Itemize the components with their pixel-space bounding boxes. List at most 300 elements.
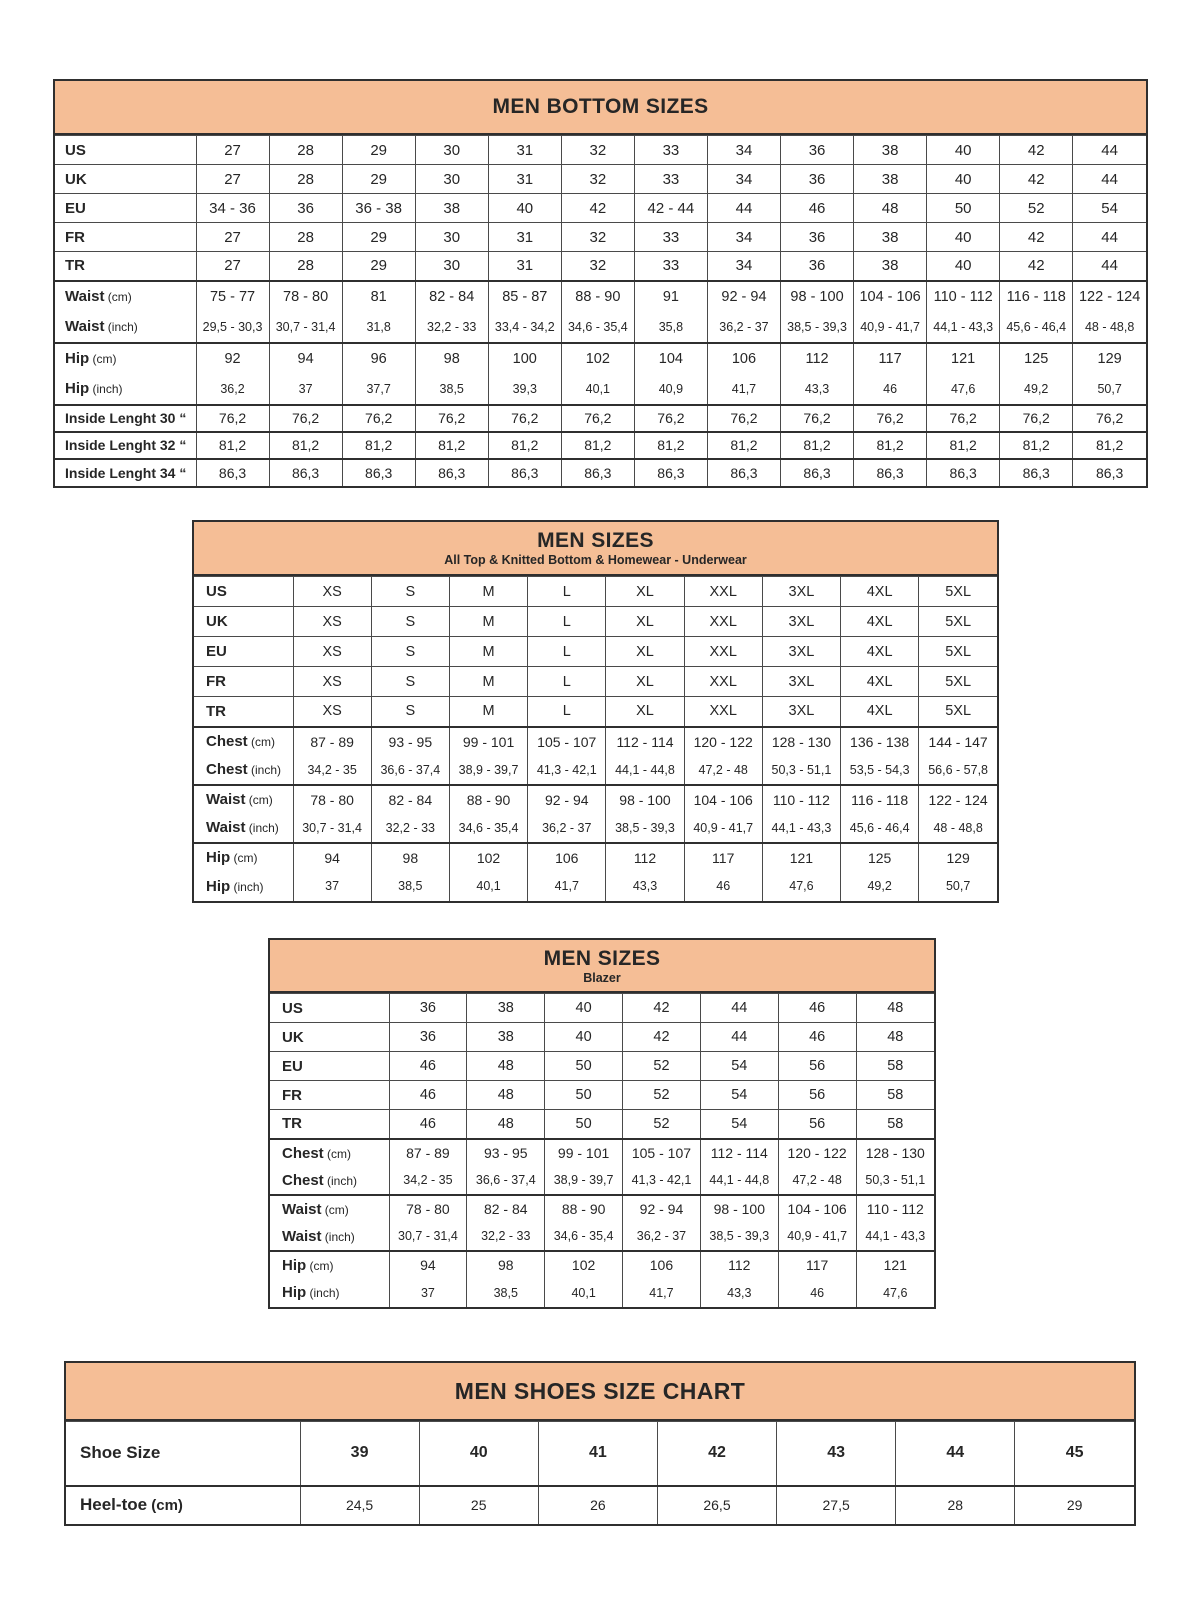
row-label: EU <box>270 1052 389 1081</box>
value-cell: 45,6 - 46,4 <box>1000 312 1073 343</box>
value-cell: 48 <box>854 194 927 223</box>
value-cell: 116 - 118 <box>841 785 919 814</box>
value-cell: 41,7 <box>707 374 780 405</box>
table-row <box>270 1251 934 1279</box>
value-cell: 78 - 80 <box>269 281 342 312</box>
value-cell: 99 - 101 <box>449 727 527 756</box>
value-cell: 25 <box>419 1486 538 1524</box>
value-cell: 46 <box>778 1279 856 1307</box>
row-label: US <box>55 136 196 165</box>
value-cell: 36,2 <box>196 374 269 405</box>
value-cell: 31 <box>488 165 561 194</box>
value-cell: 82 - 84 <box>371 785 449 814</box>
value-cell: XS <box>293 577 371 607</box>
value-cell: 56 <box>778 1110 856 1139</box>
value-cell: S <box>371 697 449 727</box>
value-cell: 75 - 77 <box>196 281 269 312</box>
value-cell: 54 <box>700 1052 778 1081</box>
value-cell: 81,2 <box>561 432 634 459</box>
value-cell: 91 <box>634 281 707 312</box>
value-cell: 42 <box>1000 252 1073 281</box>
table-row <box>194 814 997 843</box>
value-cell: 29 <box>342 252 415 281</box>
value-cell: 42 - 44 <box>634 194 707 223</box>
value-cell: 41 <box>538 1422 657 1486</box>
value-cell: 120 - 122 <box>684 727 762 756</box>
men-sizes-tops-header <box>194 522 997 576</box>
value-cell: 98 <box>467 1251 545 1279</box>
value-cell: 81,2 <box>634 432 707 459</box>
value-cell: 86,3 <box>196 459 269 486</box>
value-cell: 81,2 <box>927 432 1000 459</box>
value-cell: 30,7 - 31,4 <box>269 312 342 343</box>
table-row <box>55 432 1146 459</box>
value-cell: 112 <box>781 343 854 374</box>
table-row <box>194 607 997 637</box>
value-cell: 33 <box>634 165 707 194</box>
row-label: Waist (cm) <box>55 281 196 312</box>
value-cell: 44 <box>896 1422 1015 1486</box>
table-row <box>270 1223 934 1251</box>
value-cell: 86,3 <box>854 459 927 486</box>
value-cell: 44,1 - 44,8 <box>700 1167 778 1195</box>
value-cell: 56 <box>778 1052 856 1081</box>
value-cell: 105 - 107 <box>623 1139 701 1167</box>
row-label: Hip (cm) <box>55 343 196 374</box>
row-label: EU <box>194 637 293 667</box>
value-cell: 78 - 80 <box>293 785 371 814</box>
value-cell: 44 <box>707 194 780 223</box>
value-cell: 5XL <box>919 637 997 667</box>
value-cell: 38 <box>854 165 927 194</box>
men-sizes-blazer-table <box>268 938 936 1309</box>
table-row <box>270 1139 934 1167</box>
value-cell: 32 <box>561 252 634 281</box>
row-label: Shoe Size <box>66 1422 300 1486</box>
row-label: FR <box>55 223 196 252</box>
value-cell: 40,9 - 41,7 <box>778 1223 856 1251</box>
table-row <box>270 1167 934 1195</box>
value-cell: L <box>528 607 606 637</box>
value-cell: 4XL <box>841 697 919 727</box>
value-cell: 43,3 <box>606 872 684 901</box>
men-bottom-sizes-table <box>53 79 1148 488</box>
row-label: TR <box>55 252 196 281</box>
value-cell: 94 <box>269 343 342 374</box>
value-cell: XL <box>606 637 684 667</box>
value-cell: 44 <box>700 994 778 1023</box>
value-cell: XL <box>606 607 684 637</box>
table-row <box>194 667 997 697</box>
value-cell: 88 - 90 <box>561 281 634 312</box>
value-cell: 87 - 89 <box>389 1139 467 1167</box>
value-cell: XS <box>293 637 371 667</box>
value-cell: 32,2 - 33 <box>371 814 449 843</box>
value-cell: 117 <box>684 843 762 872</box>
value-cell: 40 <box>927 252 1000 281</box>
value-cell: 52 <box>623 1052 701 1081</box>
value-cell: 41,7 <box>528 872 606 901</box>
value-cell: 52 <box>623 1110 701 1139</box>
table-row <box>194 697 997 727</box>
value-cell: 98 <box>371 843 449 872</box>
value-cell: 44 <box>1073 165 1146 194</box>
value-cell: 48 - 48,8 <box>919 814 997 843</box>
table-row <box>55 312 1146 343</box>
row-label: Chest (cm) <box>270 1139 389 1167</box>
value-cell: 125 <box>841 843 919 872</box>
value-cell: 48 <box>856 1023 934 1052</box>
value-cell: L <box>528 637 606 667</box>
value-cell: 38,9 - 39,7 <box>545 1167 623 1195</box>
value-cell: 37 <box>293 872 371 901</box>
value-cell: 36 <box>781 252 854 281</box>
table-row <box>55 405 1146 432</box>
value-cell: 46 <box>781 194 854 223</box>
value-cell: 82 - 84 <box>415 281 488 312</box>
value-cell: 76,2 <box>1073 405 1146 432</box>
value-cell: 48 <box>467 1052 545 1081</box>
value-cell: 102 <box>561 343 634 374</box>
value-cell: 47,2 - 48 <box>684 756 762 785</box>
value-cell: 40,9 - 41,7 <box>684 814 762 843</box>
value-cell: 44 <box>700 1023 778 1052</box>
table-row <box>66 1422 1134 1486</box>
value-cell: 112 <box>700 1251 778 1279</box>
row-label: TR <box>194 697 293 727</box>
value-cell: 104 - 106 <box>854 281 927 312</box>
value-cell: 33 <box>634 252 707 281</box>
value-cell: 27 <box>196 165 269 194</box>
value-cell: 28 <box>269 165 342 194</box>
value-cell: 50 <box>545 1081 623 1110</box>
value-cell: 96 <box>342 343 415 374</box>
value-cell: 46 <box>389 1081 467 1110</box>
value-cell: 40 <box>545 994 623 1023</box>
table-row <box>55 374 1146 405</box>
value-cell: 42 <box>623 1023 701 1052</box>
value-cell: 50 <box>545 1052 623 1081</box>
value-cell: 128 - 130 <box>856 1139 934 1167</box>
row-label: Inside Lenght 34 “ <box>55 459 196 486</box>
value-cell: 40 <box>488 194 561 223</box>
value-cell: 44,1 - 43,3 <box>927 312 1000 343</box>
value-cell: 105 - 107 <box>528 727 606 756</box>
value-cell: XXL <box>684 667 762 697</box>
value-cell: 38 <box>854 136 927 165</box>
value-cell: 50,7 <box>1073 374 1146 405</box>
value-cell: 106 <box>707 343 780 374</box>
value-cell: XXL <box>684 637 762 667</box>
value-cell: 52 <box>1000 194 1073 223</box>
value-cell: 92 - 94 <box>528 785 606 814</box>
value-cell: 104 - 106 <box>684 785 762 814</box>
value-cell: 40,1 <box>449 872 527 901</box>
value-cell: XS <box>293 607 371 637</box>
row-label: Chest (inch) <box>206 761 282 778</box>
table-subtitle: Blazer <box>583 970 621 985</box>
value-cell: 40,9 - 41,7 <box>854 312 927 343</box>
value-cell: 3XL <box>762 637 840 667</box>
value-cell: 30,7 - 31,4 <box>293 814 371 843</box>
value-cell: 40,1 <box>545 1279 623 1307</box>
table-row <box>194 843 997 872</box>
value-cell: 36,6 - 37,4 <box>467 1167 545 1195</box>
value-cell: 86,3 <box>488 459 561 486</box>
table-row <box>270 1110 934 1139</box>
value-cell: 46 <box>389 1052 467 1081</box>
value-cell: 81,2 <box>342 432 415 459</box>
value-cell: XS <box>293 667 371 697</box>
value-cell: 112 <box>606 843 684 872</box>
value-cell: 81,2 <box>488 432 561 459</box>
value-cell: 38,5 - 39,3 <box>606 814 684 843</box>
value-cell: 81,2 <box>707 432 780 459</box>
value-cell: 42 <box>623 994 701 1023</box>
value-cell: 81,2 <box>269 432 342 459</box>
value-cell: 86,3 <box>269 459 342 486</box>
table-row <box>194 756 997 785</box>
row-label: Hip (inch) <box>206 877 264 895</box>
value-cell: 76,2 <box>269 405 342 432</box>
value-cell: 48 <box>856 994 934 1023</box>
value-cell: 31 <box>488 136 561 165</box>
value-cell: 94 <box>293 843 371 872</box>
value-cell: 36,6 - 37,4 <box>371 756 449 785</box>
value-cell: 36,2 - 37 <box>623 1223 701 1251</box>
value-cell: 117 <box>854 343 927 374</box>
value-cell: M <box>449 697 527 727</box>
table-row <box>55 165 1146 194</box>
value-cell: 32,2 - 33 <box>415 312 488 343</box>
value-cell: 87 - 89 <box>293 727 371 756</box>
value-cell: 37 <box>269 374 342 405</box>
value-cell: 76,2 <box>561 405 634 432</box>
value-cell: XL <box>606 667 684 697</box>
value-cell: 81,2 <box>854 432 927 459</box>
value-cell: 4XL <box>841 607 919 637</box>
row-label: US <box>194 577 293 607</box>
value-cell: 82 - 84 <box>467 1195 545 1223</box>
value-cell: 117 <box>778 1251 856 1279</box>
men-shoes-size-chart-header <box>66 1363 1134 1421</box>
value-cell: 26,5 <box>657 1486 776 1524</box>
value-cell: 46 <box>778 994 856 1023</box>
value-cell: 76,2 <box>634 405 707 432</box>
value-cell: 85 - 87 <box>488 281 561 312</box>
value-cell: 88 - 90 <box>545 1195 623 1223</box>
value-cell: XS <box>293 697 371 727</box>
value-cell: 106 <box>528 843 606 872</box>
value-cell: 5XL <box>919 607 997 637</box>
value-cell: XL <box>606 577 684 607</box>
men-bottom-sizes-grid <box>55 135 1146 486</box>
value-cell: M <box>449 607 527 637</box>
men-shoes-size-chart-grid <box>66 1421 1134 1524</box>
value-cell: 40,9 <box>634 374 707 405</box>
row-label: Chest (inch) <box>282 1171 358 1189</box>
value-cell: 38 <box>467 1023 545 1052</box>
value-cell: 26 <box>538 1486 657 1524</box>
value-cell: 112 - 114 <box>700 1139 778 1167</box>
value-cell: 98 <box>415 343 488 374</box>
value-cell: 34,2 - 35 <box>389 1167 467 1195</box>
value-cell: 29,5 - 30,3 <box>196 312 269 343</box>
value-cell: 47,6 <box>762 872 840 901</box>
value-cell: XXL <box>684 697 762 727</box>
value-cell: L <box>528 667 606 697</box>
value-cell: 136 - 138 <box>841 727 919 756</box>
value-cell: 40 <box>419 1422 538 1486</box>
value-cell: 38 <box>415 194 488 223</box>
value-cell: 43,3 <box>781 374 854 405</box>
value-cell: 100 <box>488 343 561 374</box>
value-cell: 76,2 <box>488 405 561 432</box>
value-cell: 36 <box>781 136 854 165</box>
value-cell: L <box>528 577 606 607</box>
row-label: Waist (inch) <box>65 318 138 335</box>
row-label: Waist (cm) <box>270 1195 389 1223</box>
value-cell: 3XL <box>762 667 840 697</box>
value-cell: 29 <box>1015 1486 1134 1524</box>
value-cell: 30 <box>415 252 488 281</box>
value-cell: 34 <box>707 136 780 165</box>
value-cell: 122 - 124 <box>1073 281 1146 312</box>
row-label: Waist (inch) <box>206 819 279 836</box>
value-cell: 81,2 <box>781 432 854 459</box>
value-cell: 125 <box>1000 343 1073 374</box>
value-cell: 86,3 <box>1000 459 1073 486</box>
value-cell: 39 <box>300 1422 419 1486</box>
value-cell: 5XL <box>919 577 997 607</box>
value-cell: 34 <box>707 252 780 281</box>
value-cell: 37 <box>389 1279 467 1307</box>
value-cell: 110 - 112 <box>927 281 1000 312</box>
value-cell: 81,2 <box>1073 432 1146 459</box>
value-cell: 52 <box>623 1081 701 1110</box>
value-cell: 121 <box>927 343 1000 374</box>
value-cell: 46 <box>778 1023 856 1052</box>
table-row <box>270 994 934 1023</box>
value-cell: 30 <box>415 165 488 194</box>
row-label: UK <box>270 1023 389 1052</box>
value-cell: 44 <box>1073 252 1146 281</box>
value-cell: 31,8 <box>342 312 415 343</box>
value-cell: 116 - 118 <box>1000 281 1073 312</box>
value-cell: 121 <box>856 1251 934 1279</box>
value-cell: 104 <box>634 343 707 374</box>
value-cell: 50 <box>927 194 1000 223</box>
men-bottom-sizes-header <box>55 81 1146 135</box>
value-cell: 28 <box>269 252 342 281</box>
value-cell: 43 <box>777 1422 896 1486</box>
value-cell: 40 <box>927 223 1000 252</box>
value-cell: 4XL <box>841 637 919 667</box>
value-cell: 28 <box>269 136 342 165</box>
men-sizes-tops-table <box>192 520 999 903</box>
row-label: Inside Lenght 32 “ <box>55 432 196 459</box>
value-cell: 94 <box>389 1251 467 1279</box>
value-cell: 4XL <box>841 667 919 697</box>
value-cell: 44 <box>1073 223 1146 252</box>
value-cell: 50,3 - 51,1 <box>762 756 840 785</box>
value-cell: 29 <box>342 136 415 165</box>
table-row <box>270 1279 934 1307</box>
value-cell: 121 <box>762 843 840 872</box>
men-shoes-size-chart-table <box>64 1361 1136 1526</box>
row-label: Hip (cm) <box>194 843 293 872</box>
value-cell: 46 <box>389 1110 467 1139</box>
value-cell: 42 <box>657 1422 776 1486</box>
value-cell: 120 - 122 <box>778 1139 856 1167</box>
value-cell: XXL <box>684 607 762 637</box>
value-cell: 29 <box>342 223 415 252</box>
row-label: EU <box>55 194 196 223</box>
table-title: MEN SIZES <box>537 529 654 552</box>
table-title: MEN SHOES SIZE CHART <box>454 1377 746 1404</box>
value-cell: 38,5 <box>415 374 488 405</box>
row-label: Waist (inch) <box>282 1227 355 1245</box>
value-cell: 47,6 <box>856 1279 934 1307</box>
row-label: Hip (inch) <box>65 380 123 397</box>
value-cell: 50,7 <box>919 872 997 901</box>
value-cell: 98 - 100 <box>606 785 684 814</box>
value-cell: 98 - 100 <box>700 1195 778 1223</box>
value-cell: 81,2 <box>415 432 488 459</box>
value-cell: 30,7 - 31,4 <box>389 1223 467 1251</box>
value-cell: 38,5 <box>371 872 449 901</box>
value-cell: 49,2 <box>1000 374 1073 405</box>
value-cell: 58 <box>856 1110 934 1139</box>
value-cell: 93 - 95 <box>467 1139 545 1167</box>
value-cell: 56,6 - 57,8 <box>919 756 997 785</box>
table-row <box>270 1081 934 1110</box>
table-title: MEN BOTTOM SIZES <box>492 95 709 118</box>
value-cell: 38,5 <box>467 1279 545 1307</box>
value-cell: 48 <box>467 1081 545 1110</box>
row-label: UK <box>55 165 196 194</box>
value-cell: 44,1 - 44,8 <box>606 756 684 785</box>
value-cell: 86,3 <box>1073 459 1146 486</box>
value-cell: 129 <box>919 843 997 872</box>
value-cell: 92 <box>196 343 269 374</box>
value-cell: 102 <box>545 1251 623 1279</box>
value-cell: 30 <box>415 136 488 165</box>
value-cell: 81 <box>342 281 415 312</box>
value-cell: 44,1 - 43,3 <box>762 814 840 843</box>
value-cell: 34,2 - 35 <box>293 756 371 785</box>
value-cell: 99 - 101 <box>545 1139 623 1167</box>
value-cell: 42 <box>1000 223 1073 252</box>
table-row <box>55 136 1146 165</box>
table-row <box>55 459 1146 486</box>
value-cell: 76,2 <box>196 405 269 432</box>
value-cell: 128 - 130 <box>762 727 840 756</box>
value-cell: 5XL <box>919 667 997 697</box>
value-cell: 93 - 95 <box>371 727 449 756</box>
value-cell: 27 <box>196 136 269 165</box>
value-cell: 76,2 <box>927 405 1000 432</box>
value-cell: 40 <box>545 1023 623 1052</box>
value-cell: 3XL <box>762 577 840 607</box>
value-cell: 58 <box>856 1081 934 1110</box>
value-cell: 92 - 94 <box>623 1195 701 1223</box>
value-cell: 36,2 - 37 <box>528 814 606 843</box>
value-cell: 36 <box>781 223 854 252</box>
value-cell: 47,2 - 48 <box>778 1167 856 1195</box>
value-cell: 40 <box>927 165 1000 194</box>
value-cell: 86,3 <box>927 459 1000 486</box>
